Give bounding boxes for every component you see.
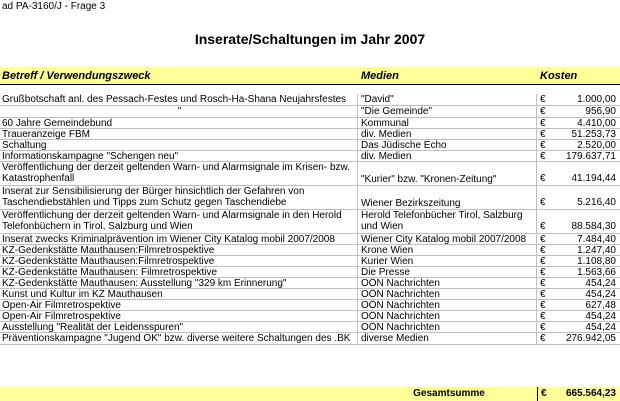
cost-value: 454,24 xyxy=(585,278,616,289)
cell-medien: OÖN Nachrichten xyxy=(358,278,537,289)
cost-value: 5.216,40 xyxy=(577,197,616,208)
header-betreff: Betreff / Verwendungszweck xyxy=(0,67,358,85)
cell-betreff: Traueranzeige FBM xyxy=(0,129,358,140)
currency-symbol: € xyxy=(540,300,546,311)
cost-value: 1.563,66 xyxy=(577,267,616,278)
table-row xyxy=(0,289,620,300)
table-row xyxy=(0,118,620,129)
cell-kosten xyxy=(537,311,620,322)
cell-medien: OÖN Nachrichten xyxy=(358,322,537,333)
cell-kosten xyxy=(537,322,620,333)
table-row xyxy=(0,333,620,345)
cell-betreff: Informationskampagne "Schengen neu" xyxy=(0,151,358,162)
cell-betreff: Inserat zur Sensibilisierung der Bürger hinsichtlich der Gefahren von Taschendiebstählen und Tipps zum Schutz gegen Taschendiebe xyxy=(0,186,358,210)
cost-value: 1.000,00 xyxy=(577,94,616,105)
cell-kosten xyxy=(537,94,620,106)
cell-kosten xyxy=(537,106,620,118)
cell-medien: OÖN Nachrichten xyxy=(358,300,537,311)
cost-value: 1.108,80 xyxy=(577,256,616,267)
cell-medien: div. Medien xyxy=(358,151,537,162)
cell-kosten xyxy=(537,186,620,210)
cell-betreff: Veröffentlichung der derzeit geltenden Warn- und Alarmsignale im Krisen- bzw. Katastrophenfall xyxy=(0,162,358,186)
table-row xyxy=(0,162,620,186)
table-row xyxy=(0,245,620,256)
table-row xyxy=(0,278,620,289)
cell-betreff: KZ-Gedenkstätte Mauthausen: Filmretrospektive xyxy=(0,267,358,278)
table-row xyxy=(0,210,620,234)
cell-kosten xyxy=(537,234,620,245)
cell-medien: "Kurier" bzw. "Kronen-Zeitung" xyxy=(358,162,537,186)
cell-kosten xyxy=(537,118,620,129)
cell-betreff: Open-Air Filmretrospektive xyxy=(0,311,358,322)
currency-symbol: € xyxy=(540,129,546,140)
cost-value: 454,24 xyxy=(585,289,616,300)
currency-symbol: € xyxy=(540,311,546,322)
cost-value: 88.584,30 xyxy=(571,221,616,232)
total-value: 665.564,23 xyxy=(565,388,616,399)
cell-betreff: Präventionskampagne "Jugend OK" bzw. diverse weitere Schaltungen des .BK xyxy=(0,333,358,345)
table-row xyxy=(0,140,620,151)
cost-value: 627,48 xyxy=(585,300,616,311)
cell-medien: OÖN Nachrichten xyxy=(358,311,537,322)
cell-kosten xyxy=(537,333,620,345)
cell-betreff: " xyxy=(0,106,358,118)
cell-kosten xyxy=(537,289,620,300)
table-row xyxy=(0,94,620,106)
cell-betreff: Ausstellung "Realität der Leidensspuren" xyxy=(0,322,358,333)
cell-medien: Krone Wien xyxy=(358,245,537,256)
cell-kosten xyxy=(537,162,620,186)
cell-medien: Herold Telefonbücher Tirol, Salzburg und Wien xyxy=(358,210,537,234)
cell-betreff: Grußbotschaft anl. des Pessach-Festes und Rosch-Ha-Shana Neujahrsfestes xyxy=(0,94,358,106)
cell-kosten xyxy=(537,300,620,311)
currency-symbol: € xyxy=(540,333,546,344)
cost-value: 956,90 xyxy=(585,106,616,117)
cost-value: 7.484,40 xyxy=(577,234,616,245)
table-row xyxy=(0,151,620,162)
currency-symbol: € xyxy=(540,118,546,129)
currency-symbol: € xyxy=(540,173,546,184)
table-row xyxy=(0,300,620,311)
currency-symbol: € xyxy=(540,221,546,232)
cell-betreff: 60 Jahre Gemeindebund xyxy=(0,118,358,129)
cell-kosten xyxy=(537,278,620,289)
currency-symbol: € xyxy=(540,234,546,245)
cost-value: 276.942,05 xyxy=(565,333,616,344)
cost-value: 4.410,00 xyxy=(577,118,616,129)
cell-medien: div. Medien xyxy=(358,129,537,140)
table-header xyxy=(0,67,620,85)
table-row xyxy=(0,129,620,140)
table-row xyxy=(0,234,620,245)
cell-kosten xyxy=(537,210,620,234)
cell-medien: "Die Gemeinde" xyxy=(358,106,537,118)
currency-symbol: € xyxy=(540,140,546,151)
header-medien: Medien xyxy=(358,67,537,85)
currency-symbol: € xyxy=(540,278,546,289)
total-amount-cell xyxy=(537,387,620,401)
table-row xyxy=(0,267,620,278)
cell-betreff: Open-Air Filmretrospektive xyxy=(0,300,358,311)
table-row xyxy=(0,322,620,333)
cell-betreff: Veröffentlichung der derzeit geltenden Warn- und Alarmsignale in den Herold Telefonbüchern in Tirol, Salzburg und Wien xyxy=(0,210,358,234)
table-row xyxy=(0,106,620,118)
cell-medien: Wiener Bezirkszeitung xyxy=(358,186,537,210)
cell-medien: Das Jüdische Echo xyxy=(358,140,537,151)
cost-value: 51.253,73 xyxy=(571,129,616,140)
cost-value: 2.520,00 xyxy=(577,140,616,151)
document-reference: ad PA-3160/J - Frage 3 xyxy=(2,1,106,12)
table-row xyxy=(0,256,620,267)
cost-value: 1.247,40 xyxy=(577,245,616,256)
page-title: Inserate/Schaltungen im Jahr 2007 xyxy=(194,31,426,47)
currency-symbol: € xyxy=(540,267,546,278)
currency-symbol: € xyxy=(540,322,546,333)
cost-value: 179.637,71 xyxy=(565,151,616,162)
cell-kosten xyxy=(537,151,620,162)
currency-symbol: € xyxy=(540,245,546,256)
total-spacer xyxy=(0,387,358,401)
cell-kosten xyxy=(537,129,620,140)
cell-betreff: KZ-Gedenkstätte Mauthausen: Ausstellung "329 km Erinnerung" xyxy=(0,278,358,289)
cell-betreff: KZ-Gedenkstätte Mauthausen:Filmretrospektive xyxy=(0,245,358,256)
cell-medien: "David" xyxy=(358,94,537,106)
cell-medien: Wiener City Katalog mobil 2007/2008 xyxy=(358,234,537,245)
cost-value: 454,24 xyxy=(585,322,616,333)
currency-symbol: € xyxy=(540,151,546,162)
cell-betreff: Schaltung xyxy=(0,140,358,151)
cell-kosten xyxy=(537,140,620,151)
cell-medien: Die Presse xyxy=(358,267,537,278)
total-label: Gesamtsumme xyxy=(358,387,537,401)
currency-symbol: € xyxy=(540,94,546,105)
cell-kosten xyxy=(537,267,620,278)
header-kosten: Kosten xyxy=(537,67,620,85)
cell-medien: diverse Medien xyxy=(358,333,537,345)
cost-value: 454,24 xyxy=(585,311,616,322)
cell-medien: Kurier Wien xyxy=(358,256,537,267)
cell-betreff: Inserat zwecks Kriminalprävention im Wiener City Katalog mobil 2007/2008 xyxy=(0,234,358,245)
total-row xyxy=(0,387,620,401)
cell-kosten xyxy=(537,245,620,256)
table-row xyxy=(0,186,620,210)
cell-betreff: KZ-Gedenkstätte Mauthausen:Filmretrospektive xyxy=(0,256,358,267)
currency-symbol: € xyxy=(540,106,546,117)
cell-medien: Kommunal xyxy=(358,118,537,129)
table-row xyxy=(0,311,620,322)
currency-symbol: € xyxy=(540,256,546,267)
currency-symbol: € xyxy=(540,289,546,300)
currency-symbol: € xyxy=(540,197,546,208)
cell-betreff: Kunst und Kultur im KZ Mauthausen xyxy=(0,289,358,300)
cell-medien: OÖN Nachrichten xyxy=(358,289,537,300)
currency-symbol: € xyxy=(541,388,547,399)
cost-value: 41.194,44 xyxy=(571,173,616,184)
cell-kosten xyxy=(537,256,620,267)
